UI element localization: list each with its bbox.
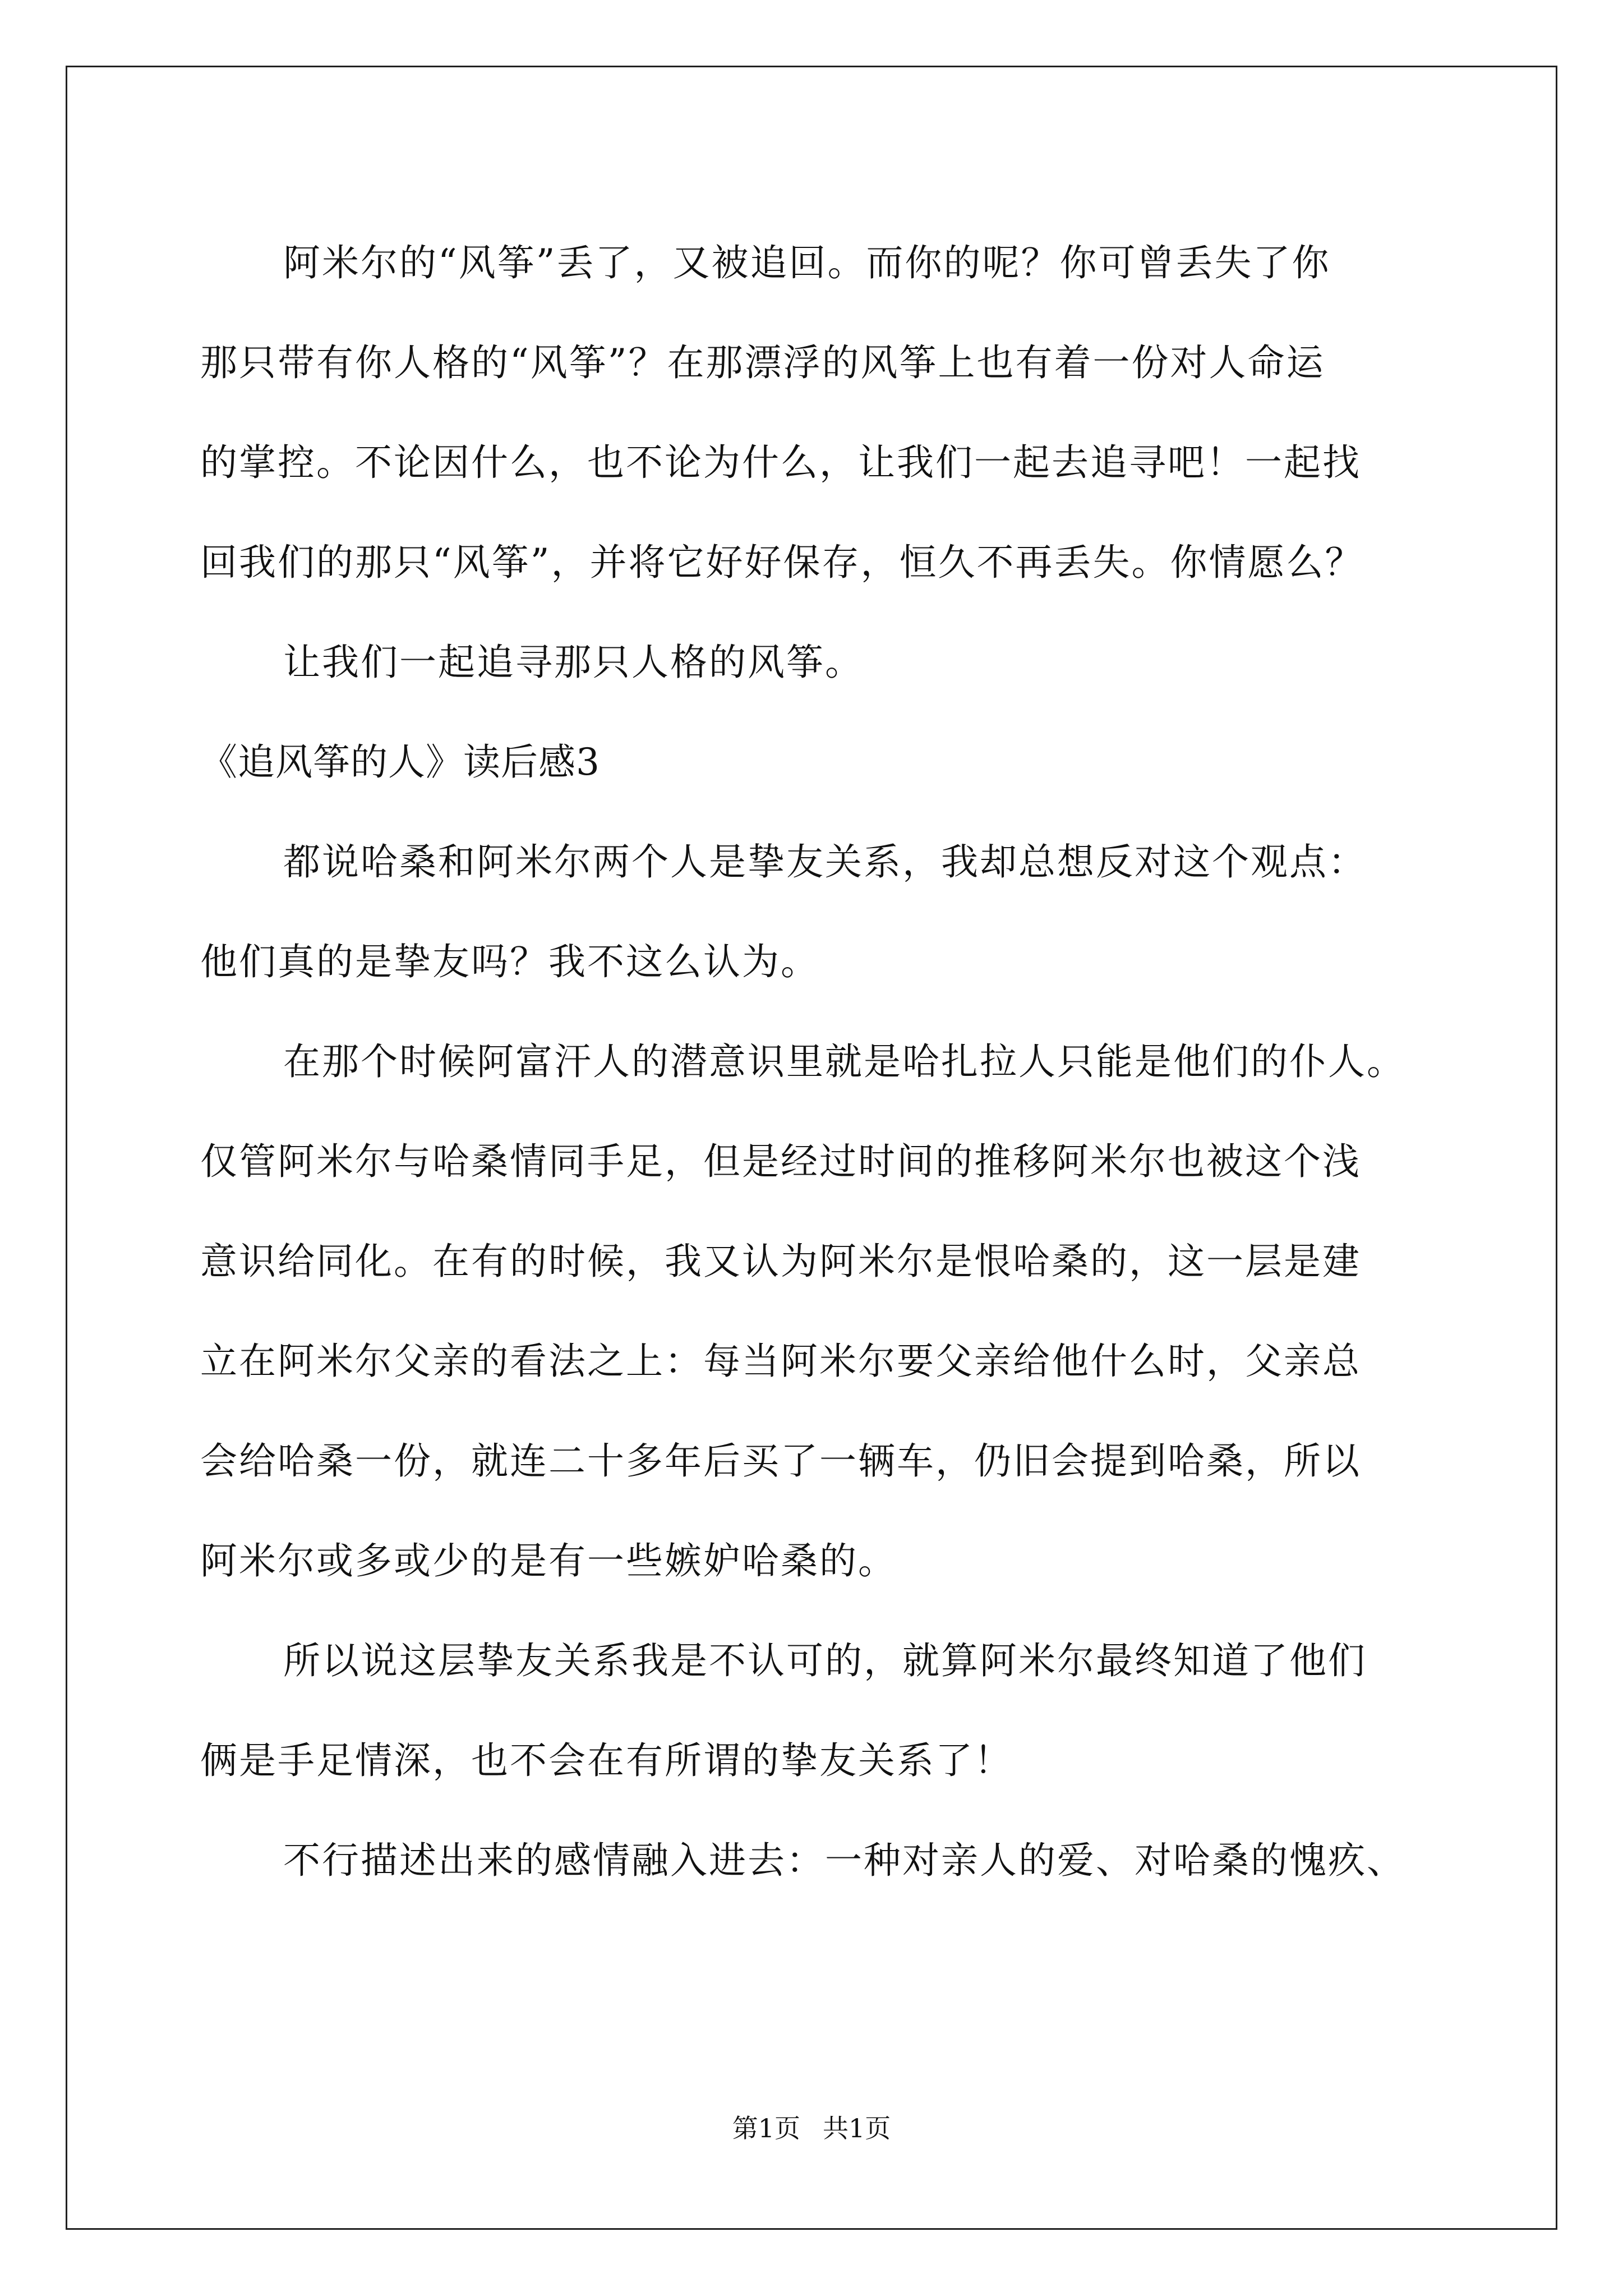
page-number: 第1页 <box>732 2113 800 2143</box>
paragraph-line: 在那个时候阿富汗人的潜意识里就是哈扎拉人只能是他们的仆人。 <box>283 1040 1405 1083</box>
document-body <box>200 213 1428 1911</box>
paragraph-line: 立在阿米尔父亲的看法之上：每当阿米尔要父亲给他什么时，父亲总 <box>200 1340 1361 1383</box>
page-total: 共1页 <box>823 2113 891 2143</box>
paragraph-line: 都说哈桑和阿米尔两个人是挚友关系，我却总想反对这个观点： <box>283 840 1367 884</box>
paragraph-line: 俩是手足情深，也不会在有所谓的挚友关系了！ <box>200 1739 1013 1782</box>
paragraph-line: 的掌控。不论因什么，也不论为什么，让我们一起去追寻吧！一起找 <box>200 441 1361 484</box>
paragraph-line: 阿米尔的“风筝”丢了，又被追回。而你的呢？你可曾丢失了你 <box>283 241 1331 284</box>
paragraph-line: 阿米尔或多或少的是有一些嫉妒哈桑的。 <box>200 1539 897 1582</box>
paragraph-line: 让我们一起追寻那只人格的风筝。 <box>283 641 864 684</box>
paragraph-line: 会给哈桑一份，就连二十多年后买了一辆车，仍旧会提到哈桑，所以 <box>200 1439 1361 1483</box>
paragraph-line: 所以说这层挚友关系我是不认可的，就算阿米尔最终知道了他们 <box>283 1639 1367 1682</box>
paragraph-line: 他们真的是挚友吗？我不这么认为。 <box>200 940 819 983</box>
section-heading: 《追风筝的人》读后感3 <box>200 740 600 784</box>
page-footer <box>0 2111 1623 2145</box>
paragraph-line: 回我们的那只“风筝”，并将它好好保存，恒久不再丢失。你情愿么？ <box>200 541 1364 584</box>
paragraph-line: 那只带有你人格的“风筝”？在那漂浮的风筝上也有着一份对人命运 <box>200 341 1325 384</box>
paragraph-line: 意识给同化。在有的时候，我又认为阿米尔是恨哈桑的，这一层是建 <box>200 1240 1361 1283</box>
paragraph-line: 不行描述出来的感情融入进去：一种对亲人的爱、对哈桑的愧疚、 <box>283 1839 1405 1882</box>
paragraph-line: 仅管阿米尔与哈桑情同手足，但是经过时间的推移阿米尔也被这个浅 <box>200 1140 1361 1183</box>
